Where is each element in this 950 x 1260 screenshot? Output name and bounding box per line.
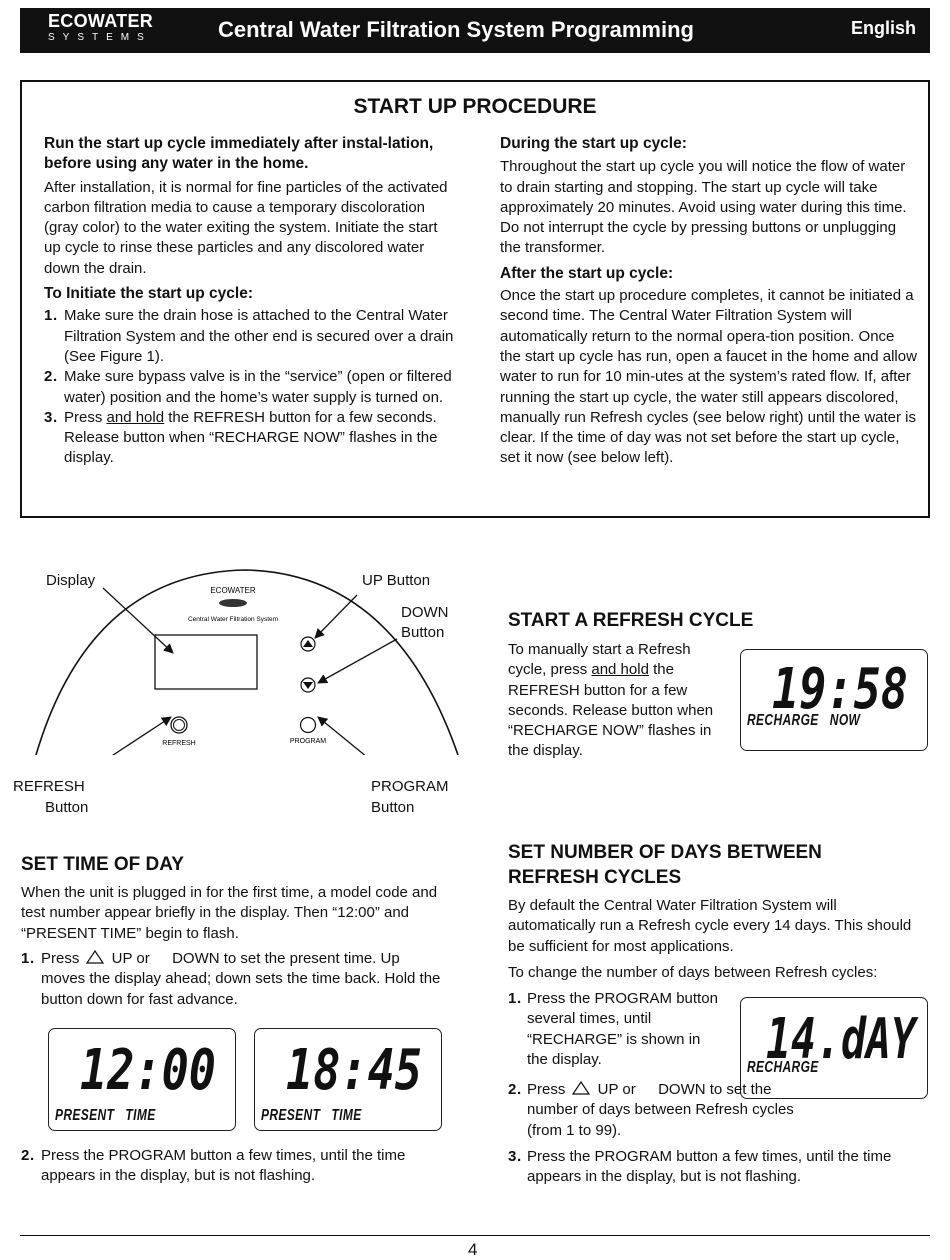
lcd-digit-text: 18:45 (286, 1041, 422, 1097)
footer-divider (20, 1235, 930, 1236)
days-heading-line1: SET NUMBER OF DAYS BETWEEN (508, 842, 822, 863)
lcd-label: RECHARGE (747, 1059, 819, 1076)
up-triangle-icon (572, 1081, 590, 1095)
lcd-digits (761, 1010, 921, 1066)
lcd-digit-text: 12:00 (80, 1041, 216, 1097)
initiate-heading: To Initiate the start up cycle: (44, 285, 254, 303)
step-number: 1 (508, 990, 517, 1007)
step-text: the REFRESH button for a few seconds. Release button when “RECHARGE NOW” flashes in the display. (64, 408, 438, 467)
program-button-label: PROGRAM (289, 738, 327, 745)
step-text: Press (41, 950, 84, 967)
step-number: 2 (508, 1081, 517, 1098)
step-text: Press the PROGRAM button several times, until “RECHARGE” is shown in the display. (527, 990, 718, 1068)
panel-logo-text: ECOWATER (210, 586, 256, 595)
startup-right-column (500, 134, 918, 469)
program-button (301, 718, 316, 733)
refresh-pointer (98, 717, 171, 755)
refresh-label-line1: REFRESH (13, 778, 85, 795)
refresh-text-a: To manually start a Refresh cycle, press (508, 641, 691, 679)
refresh-text-b: the REFRESH button for a few seconds. Release button when “RECHARGE NOW” flashes in the display. (508, 661, 714, 760)
list-item: 2 . Make sure bypass valve is in the “service” (open or filtered water) position and the home’s water supply is turned on. (44, 368, 452, 406)
down-button-label-line2: Button (401, 624, 445, 641)
step-text: Press (64, 408, 107, 426)
step-number: 3 (44, 408, 53, 426)
time-of-day-step2: 2 . Press the PROGRAM button a few times, until the time appears in the display, but is not flashing. (21, 1147, 406, 1185)
step-text: UP or (107, 950, 154, 967)
refresh-cycle-heading: START A REFRESH CYCLE (508, 610, 754, 631)
lcd-recharge-now (740, 649, 928, 751)
time-of-day-intro: When the unit is plugged in for the first time, a model code and test number appear briefly in the display. Then “12:00” and “PRESENT TIME” begin to flash. (21, 884, 438, 942)
startup-intro-text: After installation, it is normal for fine particles of the activated carbon filtration media to cause a temporary discoloration (gray color) to the water exiting the system. Initiate the start up cycle to rinse these particles and any discolored water down the drain. (44, 178, 448, 277)
display-label: Display (46, 572, 96, 589)
startup-procedure-box (20, 80, 930, 518)
language-label: English (850, 18, 916, 38)
up-triangle-icon (86, 950, 104, 964)
lcd-label: RECHARGE NOW (747, 712, 861, 729)
days-step3: 3 . Press the PROGRAM button a few times, until the time appears in the display, but is not flashing. (508, 1148, 892, 1186)
startup-title: START UP PROCEDURE (353, 95, 597, 118)
up-pointer (315, 595, 357, 638)
display-pointer (103, 588, 173, 653)
lcd-label: PRESENT TIME (55, 1107, 156, 1124)
days-intro: By default the Central Water Filtration System will automatically run a Refresh cycle every 14 days. This should be sufficient for most applications. (508, 897, 912, 955)
step-number: 1 (44, 307, 53, 325)
list-item: 1 . Make sure the drain hose is attached to the Central Water Filtration System and the other end is secured over a drain (See Figure 1). (44, 307, 454, 365)
panel-logo-icon (219, 599, 247, 607)
step-number: 2 (44, 368, 53, 386)
brand-name: ECOWATER (48, 11, 154, 31)
after-text: Once the start up procedure completes, it cannot be initiated a second time. The Central Water Filtration System will automatically return to the normal opera-tion position. Once the start up cycle has run, open a faucet in the home and allow water to run for 10 min-utes at the system’s rated flow. If, after running the start up cycle, the water still appears discolored, manually run Refresh cycles (see below right) until the water is clear. If the time of day was not set before the start up cycle, set it now (see below left). (500, 287, 917, 467)
refresh-cycle-text (508, 640, 730, 762)
step-number: 1 (21, 950, 30, 967)
brand-logo (48, 12, 153, 43)
down-button-label-line1: DOWN (401, 604, 449, 621)
step-number: 3 (508, 1148, 517, 1165)
time-of-day-heading: SET TIME OF DAY (21, 854, 184, 875)
brand-subtitle: SYSTEMS (48, 32, 152, 43)
step-text: DOWN to set the number of days between Refresh cycles (from 1 to 99). (527, 1081, 794, 1139)
refresh-button-label: REFRESH (162, 740, 196, 747)
program-label-line1: PROGRAM (371, 778, 449, 795)
during-text: Throughout the start up cycle you will notice the flow of water to drain starting and stopping. The start up cycle will take approximately 20 minutes. Avoid using water during this time. Do not interrupt the cycle by pressing buttons or unplugging the transformer. (500, 158, 907, 257)
list-item: 3 . Press and hold the REFRESH button for a few seconds. Release button when “RECHARGE NOW” flashes in the display. (44, 408, 438, 467)
lcd-digit-text: 14.dAY (766, 1010, 920, 1066)
lcd-present-time-1845 (254, 1028, 442, 1131)
step-number: 2 (21, 1147, 30, 1164)
panel-display (155, 635, 257, 689)
lcd-digit-text: 19:58 (772, 660, 908, 716)
startup-left-column (44, 134, 456, 469)
lcd-label: PRESENT TIME (261, 1107, 362, 1124)
step-text: Press (527, 1081, 570, 1098)
page-title: Central Water Filtration System Programming (218, 17, 694, 42)
panel-product-text: Central Water Filtration System (187, 616, 279, 623)
step-text: Make sure the drain hose is attached to the Central Water Filtration System and the other end is secured over a drain (See Figure 1). (64, 307, 454, 365)
step-text: DOWN to set the present time. Up moves the display ahead; down sets the time back. Hold the button down for fast advance. (41, 950, 441, 1008)
days-heading-line2: REFRESH CYCLES (508, 867, 682, 888)
page-number: 4 (468, 1240, 478, 1259)
lcd-digits (73, 1041, 223, 1097)
after-heading: After the start up cycle: (500, 264, 674, 282)
startup-intro-bold: Run the start up cycle immediately after instal-lation, before using any water in the home. (44, 135, 434, 173)
page-header (20, 8, 930, 53)
step-text: Press the PROGRAM button a few times, until the time appears in the display, but is not flashing. (41, 1147, 406, 1185)
days-step2: 2 . Press UP or DOWN to set the number of days between Refresh cycles (from 1 to 99). (508, 1081, 794, 1139)
during-heading: During the start up cycle: (500, 135, 687, 152)
down-pointer (318, 639, 397, 683)
program-pointer (318, 717, 378, 755)
step-text: Make sure bypass valve is in the “service” (open or filtered water) position and the home’s water supply is turned on. (64, 368, 452, 406)
initiate-steps (44, 306, 456, 468)
lcd-digits (279, 1041, 429, 1097)
up-button-label: UP Button (362, 572, 431, 589)
refresh-label-line2: Button (45, 799, 89, 816)
time-of-day-step1: 1 . Press UP or DOWN to set the present time. Up moves the display ahead; down sets the time back. Hold the button down for fast advance. (21, 950, 441, 1008)
step-text: UP or (593, 1081, 640, 1098)
days-step1: 1 . Press the PROGRAM button several times, until “RECHARGE” is shown in the display. (508, 990, 718, 1068)
days-change-text: To change the number of days between Refresh cycles: (508, 964, 878, 981)
step-text: Press the PROGRAM button a few times, until the time appears in the display, but is not flashing. (527, 1148, 892, 1186)
lcd-present-time-1200 (48, 1028, 236, 1131)
program-label-line2: Button (371, 799, 415, 816)
emphasis-text: and hold (106, 408, 165, 426)
emphasis-text: and hold (591, 661, 649, 679)
lcd-digits (765, 660, 915, 716)
